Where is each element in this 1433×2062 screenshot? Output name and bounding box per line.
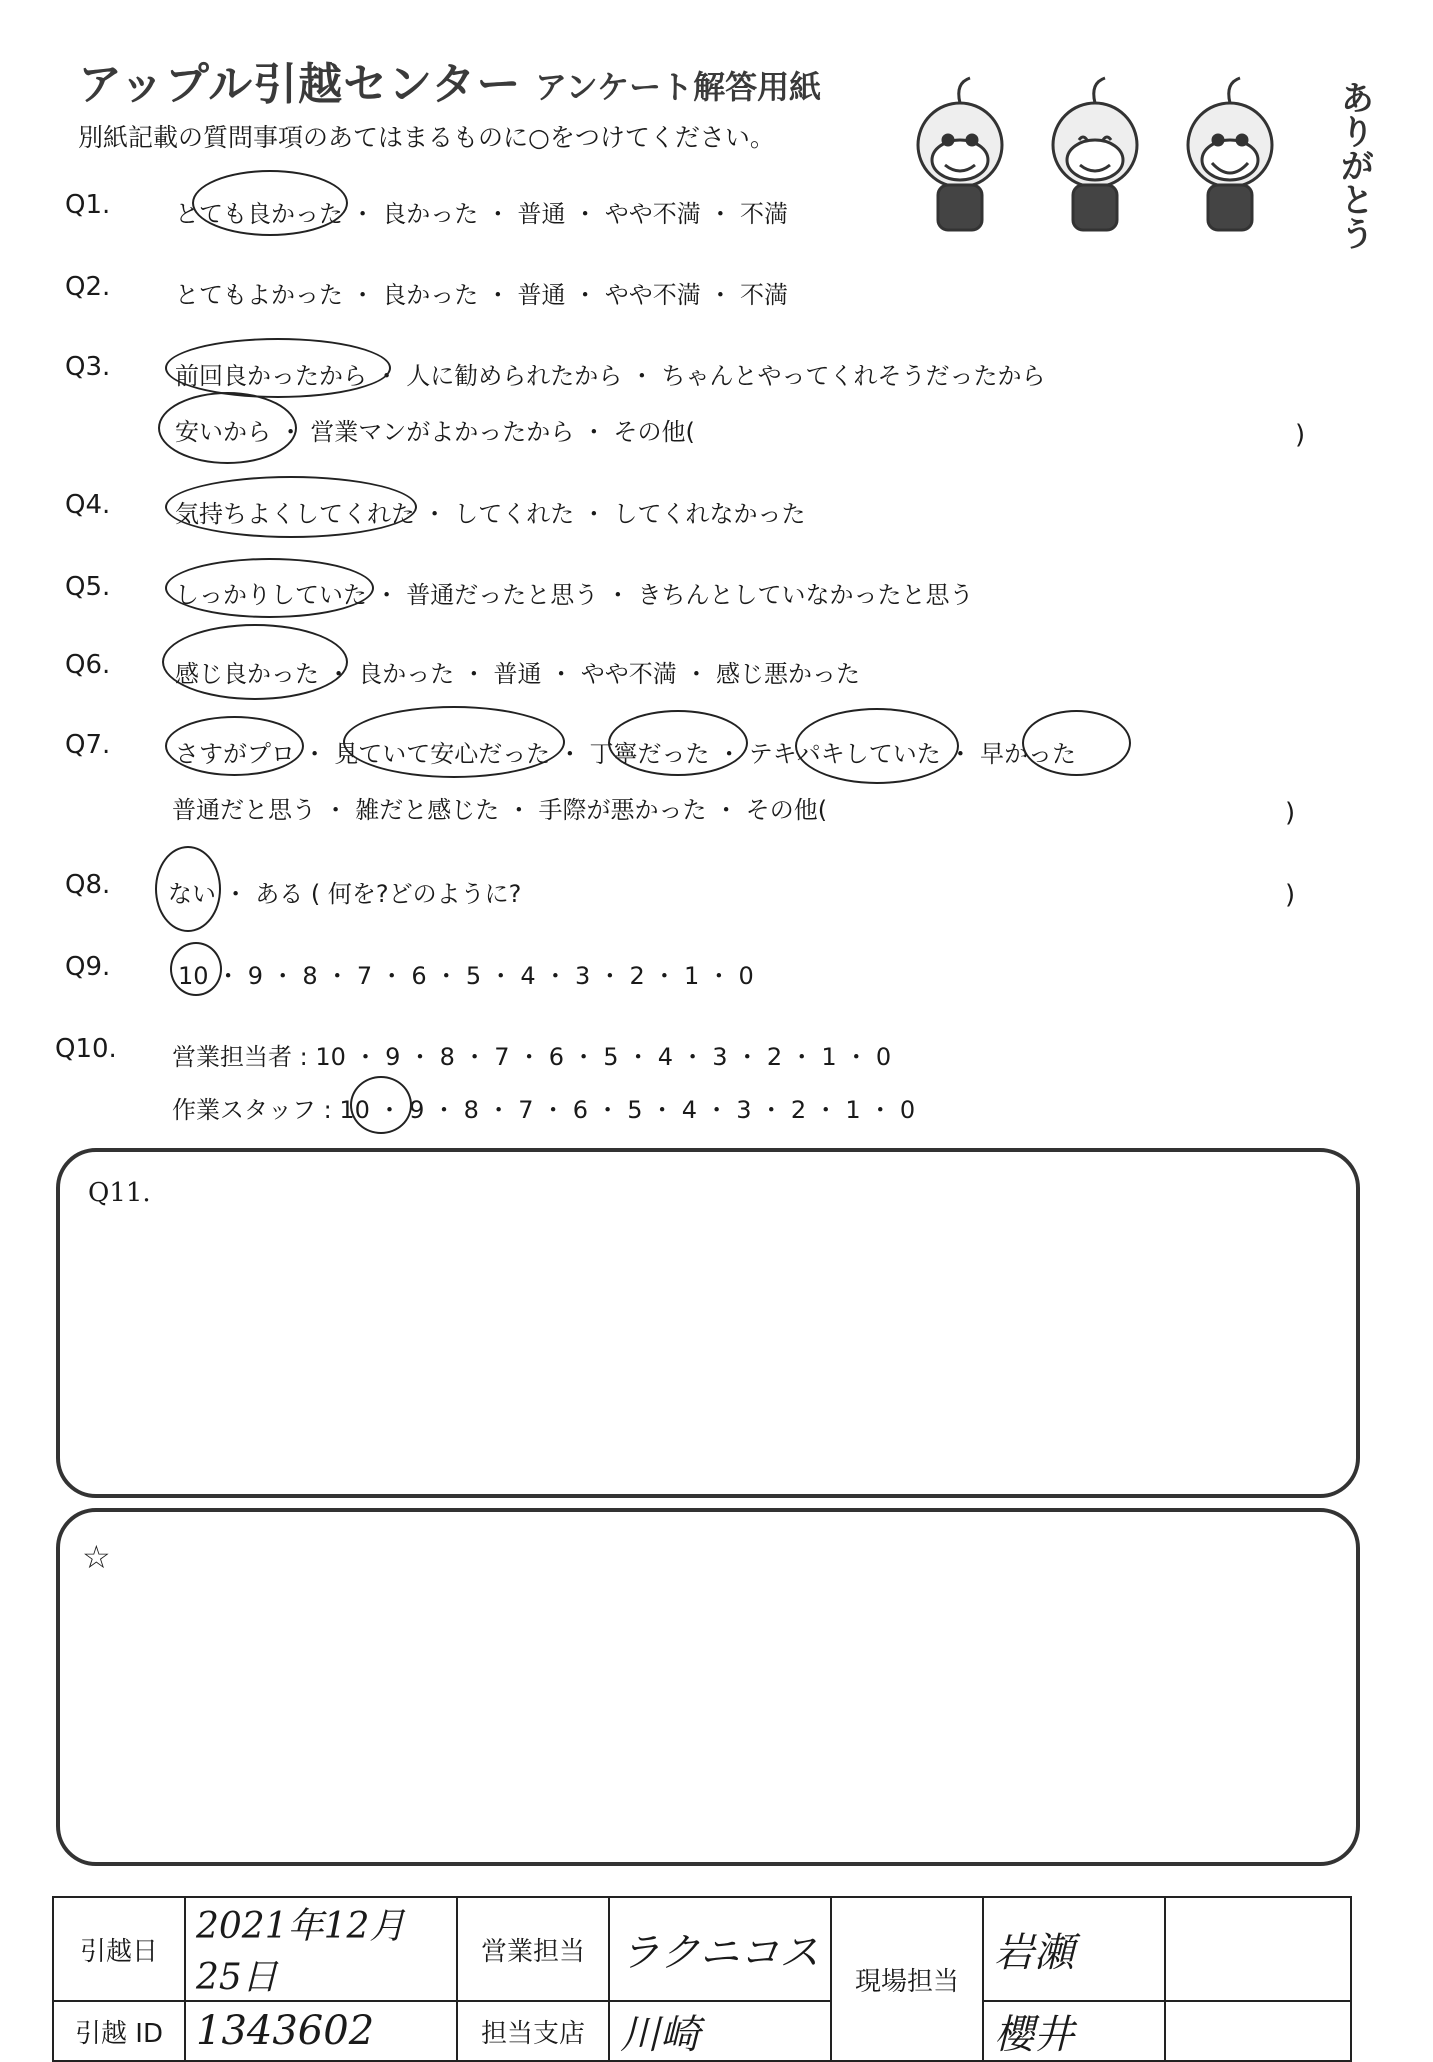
move-id-value: 1343602 <box>185 2001 457 2061</box>
q1-label: Q1. <box>65 190 111 220</box>
q3-options-line2: 安いから ・ 営業マンがよかったから ・ その他( <box>175 418 695 446</box>
star-icon: ☆ <box>82 1538 111 1576</box>
sales-label: 営業担当 <box>457 1897 609 2001</box>
q5-options: しっかりしていた ・ 普通だったと思う ・ きちんとしていなかったと思う <box>175 581 974 609</box>
answer-circle <box>158 392 297 464</box>
answer-circle <box>155 846 221 932</box>
q4-label: Q4. <box>65 490 111 520</box>
q9-label: Q9. <box>65 952 111 982</box>
empty-cell <box>1165 2001 1351 2061</box>
q6-options: 感じ良かった ・ 良かった ・ 普通 ・ やや不満 ・ 感じ悪かった <box>175 660 861 688</box>
q9-options: 10 ・ 9 ・ 8 ・ 7 ・ 6 ・ 5 ・ 4 ・ 3 ・ 2 ・ 1 ・ 0 <box>178 962 754 990</box>
q11-box-label: Q11. <box>88 1178 151 1208</box>
move-date-value: 2021年12月25日 <box>185 1897 457 2001</box>
q8-options: ない ・ ある ( 何を?どのように? <box>168 880 522 908</box>
q10-sales-options: 営業担当者 : 10 ・ 9 ・ 8 ・ 7 ・ 6 ・ 5 ・ 4 ・ 3 ・ 2 ・ 1 ・ 0 <box>172 1043 892 1071</box>
monkey-icon <box>918 78 1002 230</box>
q6-label: Q6. <box>65 650 111 680</box>
survey-subtitle: アンケート解答用紙 <box>535 68 822 106</box>
answer-circle <box>165 338 391 398</box>
q8-label: Q8. <box>65 870 111 900</box>
answer-circle <box>170 942 222 996</box>
branch-label: 担当支店 <box>457 2001 609 2061</box>
sales-value: ラクニコス <box>609 1897 831 2001</box>
q2-label: Q2. <box>65 272 111 302</box>
monkey-icon <box>1188 78 1272 230</box>
answer-circle <box>795 708 959 784</box>
answer-circle <box>165 476 417 538</box>
q3-options: 前回良かったから ・ 人に勧められたから ・ ちゃんとやってくれそうだったから <box>175 362 1046 390</box>
q4-options: 気持ちよくしてくれた ・ してくれた ・ してくれなかった <box>175 500 806 528</box>
q7-label: Q7. <box>65 730 111 760</box>
survey-title: アップル引越センター <box>78 59 522 110</box>
answer-circle <box>1022 710 1131 776</box>
answer-circle <box>608 710 748 776</box>
mascot-illustration <box>900 55 1320 245</box>
instruction-text: 別紙記載の質問事項のあてはまるものに○をつけてください。 <box>78 123 775 152</box>
answer-circle <box>165 716 304 776</box>
site-value-2: 櫻井 <box>983 2001 1165 2061</box>
q7-close-paren: ) <box>1285 798 1296 828</box>
monkey-icon <box>1053 78 1137 230</box>
q3-close-paren: ) <box>1295 420 1306 450</box>
answer-circle <box>162 624 348 700</box>
footer-info-table <box>52 1896 1352 2062</box>
q2-options: とてもよかった ・ 良かった ・ 普通 ・ やや不満 ・ 不満 <box>175 281 789 309</box>
branch-value: 川崎 <box>609 2001 831 2061</box>
move-id-label: 引越 ID <box>53 2001 185 2061</box>
q3-label: Q3. <box>65 352 111 382</box>
q1-options: とても良かった ・ 良かった ・ 普通 ・ やや不満 ・ 不満 <box>175 200 789 228</box>
move-date-label: 引越日 <box>53 1897 185 2001</box>
answer-circle <box>192 170 348 236</box>
answer-circle <box>165 558 374 618</box>
q5-label: Q5. <box>65 572 111 602</box>
q10-staff-options: 作業スタッフ : 10 ・ 9 ・ 8 ・ 7 ・ 6 ・ 5 ・ 4 ・ 3 ・ 2 ・ 1 ・ 0 <box>172 1096 916 1124</box>
site-value-1: 岩瀬 <box>983 1897 1165 2001</box>
empty-cell <box>1165 1897 1351 2001</box>
q10-label: Q10. <box>55 1034 117 1064</box>
q11-comment-box[interactable] <box>56 1148 1360 1498</box>
answer-circle <box>343 706 565 778</box>
star-comment-box[interactable] <box>56 1508 1360 1866</box>
site-label: 現場担当 <box>831 1897 983 2061</box>
q7-options: さすがプロ ・ 見ていて安心だった ・ 丁寧だった ・ テキパキしていた ・ 早かった <box>175 740 1077 768</box>
thanks-text: ありがとう <box>1334 80 1374 250</box>
answer-circle <box>350 1076 412 1134</box>
q7-options-line2: 普通だと思う ・ 雑だと感じた ・ 手際が悪かった ・ その他( <box>172 796 828 824</box>
q8-close-paren: ) <box>1285 880 1296 910</box>
